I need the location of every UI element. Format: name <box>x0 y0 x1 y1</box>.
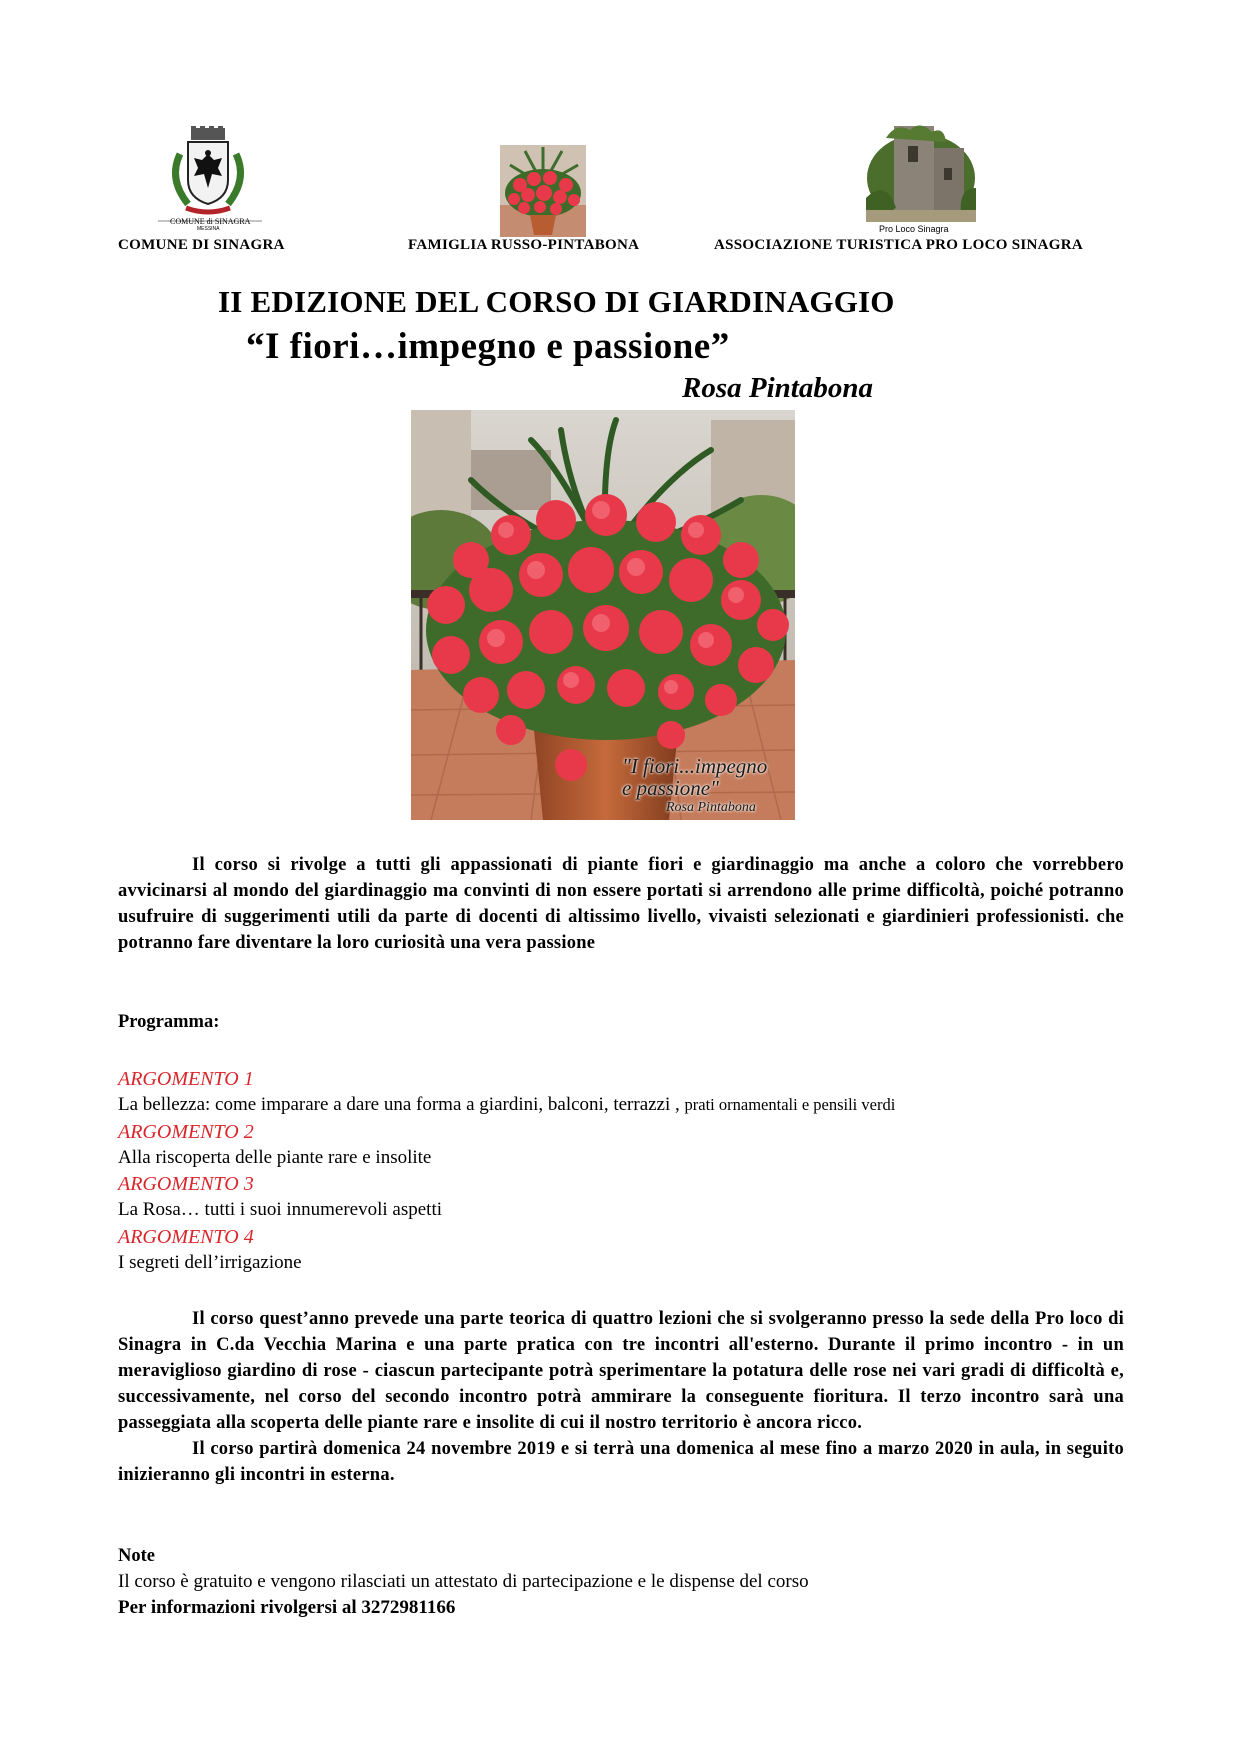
programma-list <box>118 1066 1124 1276</box>
argomento-text: Alla riscoperta delle piante rare e insolite <box>118 1146 432 1168</box>
argomento-4 <box>118 1224 1124 1277</box>
org-label-famiglia: FAMIGLIA RUSSO-PINTABONA <box>408 237 640 253</box>
comune-logo-province: MESSINA <box>197 226 220 232</box>
argomento-label: ARGOMENTO 3 <box>118 1173 254 1196</box>
argomento-text: La bellezza: come imparare a dare una forma a giardini, balconi, terrazzi , prati ornamentali e pensili verdi <box>118 1094 896 1116</box>
photo-caption-line2: e passione" <box>622 776 719 800</box>
argomento-3 <box>118 1171 1124 1224</box>
note-line-1: Il corso è gratuito e vengono rilasciati un attestato di partecipazione e le dispense del corso <box>118 1571 809 1592</box>
note-heading: Note <box>118 1546 155 1566</box>
argomento-1 <box>118 1066 1124 1119</box>
argomento-text: La Rosa… tutti i suoi innumerevoli aspetti <box>118 1199 443 1221</box>
pro-loco-tower-image <box>866 118 976 222</box>
argomento-label: ARGOMENTO 2 <box>118 1120 254 1143</box>
details-p1: Il corso quest’anno prevede una parte teorica di quattro lezioni che si svolgeranno presso la sede della Pro loco di Sinagra in C.da Vecchia Marina e una parte pratica con tre incontri all'esterno. Durante il primo incontro - in un meraviglioso giardino di rose - ciascun partecipante potrà sperimentare la potatura delle rose nei vari gradi di difficoltà e, successivamente, nel corso del secondo incontro potrà ammirare la conseguente fioritura. Il terzo incontro sarà una passeggiata alla scoperta delle piante rare e insolite di cui il nostro territorio è ancora ricco. <box>118 1309 1124 1433</box>
photo-caption-author: Rosa Pintabona <box>666 800 756 815</box>
details-paragraph <box>118 1306 1124 1488</box>
note-contact-line: Per informazioni rivolgersi al 3272981166 <box>118 1597 456 1618</box>
argomento-text: I segreti dell’irrigazione <box>118 1252 302 1274</box>
argomento-2 <box>118 1119 1124 1172</box>
details-p2: Il corso partirà domenica 24 novembre 2019 e si terrà una domenica al mese fino a marzo 2020 in aula, in seguito inizieranno gli incontri in esterna. <box>118 1439 1124 1485</box>
course-subtitle: “I fiori…impegno e passione” <box>246 326 730 367</box>
course-title: II EDIZIONE DEL CORSO DI GIARDINAGGIO <box>218 284 895 319</box>
comune-logo-subtitle: COMUNE di SINAGRA <box>170 217 251 226</box>
intro-paragraph: Il corso si rivolge a tutti gli appassionati di piante fiori e giardinaggio ma anche a coloro che vorrebbero avvicinarsi al mondo del giardinaggio ma convinti di non essere portati si arrendono alle prime difficoltà, poiché potranno usufruire di suggerimenti utili da parte di docenti di altissimo livello, vivaisti selezionati e giardinieri professionisti. che potranno fare diventare la loro curiosità una vera passione <box>118 855 1124 953</box>
course-author: Rosa Pintabona <box>682 372 873 404</box>
pro-loco-logo-caption: Pro Loco Sinagra <box>879 224 949 234</box>
famiglia-flower-thumbnail <box>500 145 586 237</box>
comune-coat-of-arms <box>158 124 262 230</box>
argomento-label: ARGOMENTO 4 <box>118 1225 254 1248</box>
org-label-comune: COMUNE DI SINAGRA <box>118 237 285 253</box>
argomento-label: ARGOMENTO 1 <box>118 1068 254 1090</box>
photo-caption-line1: "I fiori...impegno <box>622 754 768 778</box>
programma-heading: Programma: <box>118 1012 220 1032</box>
org-label-pro-loco: ASSOCIAZIONE TURISTICA PRO LOCO SINAGRA <box>714 237 1084 253</box>
